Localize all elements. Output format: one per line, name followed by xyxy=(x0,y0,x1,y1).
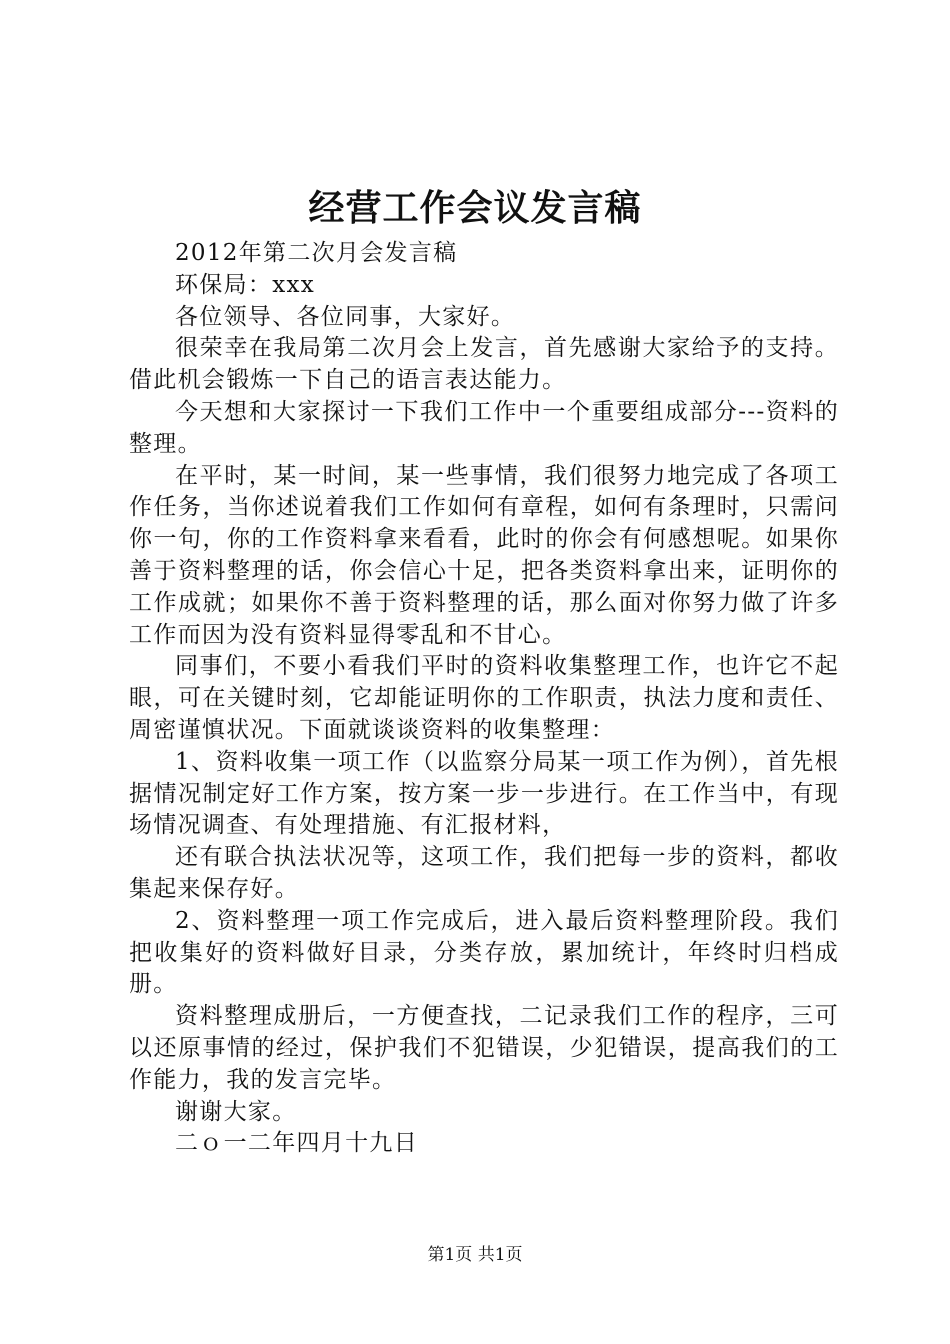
paragraph-importance: 在平时，某一时间，某一些事情，我们很努力地完成了各项工作任务，当你述说着我们工作如何有章程，如何有条理时，只需问你一句，你的工作资料拿来看看，此时的你会有何感想呢。如果你善于资料整理的话，你会信心十足，把各类资料拿出来，证明你的工作成就；如果你不善于资料整理的话，那么面对你努力做了许多工作而因为没有资料显得零乱和不甘心。 xyxy=(129,462,839,648)
paragraph-collection: 1、资料收集一项工作（以监察分局某一项工作为例），首先根据情况制定好工作方案，按方案一步一步进行。在工作当中，有现场情况调查、有处理措施、有汇报材料， xyxy=(129,748,839,839)
paragraph-speaker: 环保局：xxx xyxy=(175,271,316,298)
page-number-footer: 第1页 共1页 xyxy=(427,1245,523,1265)
paragraph-greeting: 各位领导、各位同事，大家好。 xyxy=(175,303,516,330)
paragraph-conclusion: 资料整理成册后，一方便查找，二记录我们工作的程序，三可以还原事情的经过，保护我们不犯错误，少犯错误，提高我们的工作能力，我的发言完毕。 xyxy=(129,1003,839,1093)
document-body xyxy=(129,238,839,1160)
paragraph-subtitle: 2012年第二次月会发言稿 xyxy=(175,240,458,266)
paragraph-collection-cont: 还有联合执法状况等，这项工作，我们把每一步的资料，都收集起来保存好。 xyxy=(129,844,839,902)
paragraph-date: 二ｏ一二年四月十九日 xyxy=(175,1130,418,1157)
paragraph-topic: 今天想和大家探讨一下我们工作中一个重要组成部分---资料的整理。 xyxy=(129,398,839,457)
paragraph-opening: 很荣幸在我局第二次月会上发言，首先感谢大家给予的支持。借此机会锻炼一下自己的语言表达能力。 xyxy=(129,335,839,394)
document-title: 经营工作会议发言稿 xyxy=(308,187,642,229)
paragraph-thanks: 谢谢大家。 xyxy=(175,1098,297,1125)
paragraph-colleagues: 同事们，不要小看我们平时的资料收集整理工作，也许它不起眼，可在关键时刻，它却能证明你的工作职责，执法力度和责任、周密谨慎状况。下面就谈谈资料的收集整理： xyxy=(129,653,839,743)
paragraph-organization: 2、资料整理一项工作完成后，进入最后资料整理阶段。我们把收集好的资料做好目录，分类存放，累加统计，年终时归档成册。 xyxy=(129,907,839,998)
